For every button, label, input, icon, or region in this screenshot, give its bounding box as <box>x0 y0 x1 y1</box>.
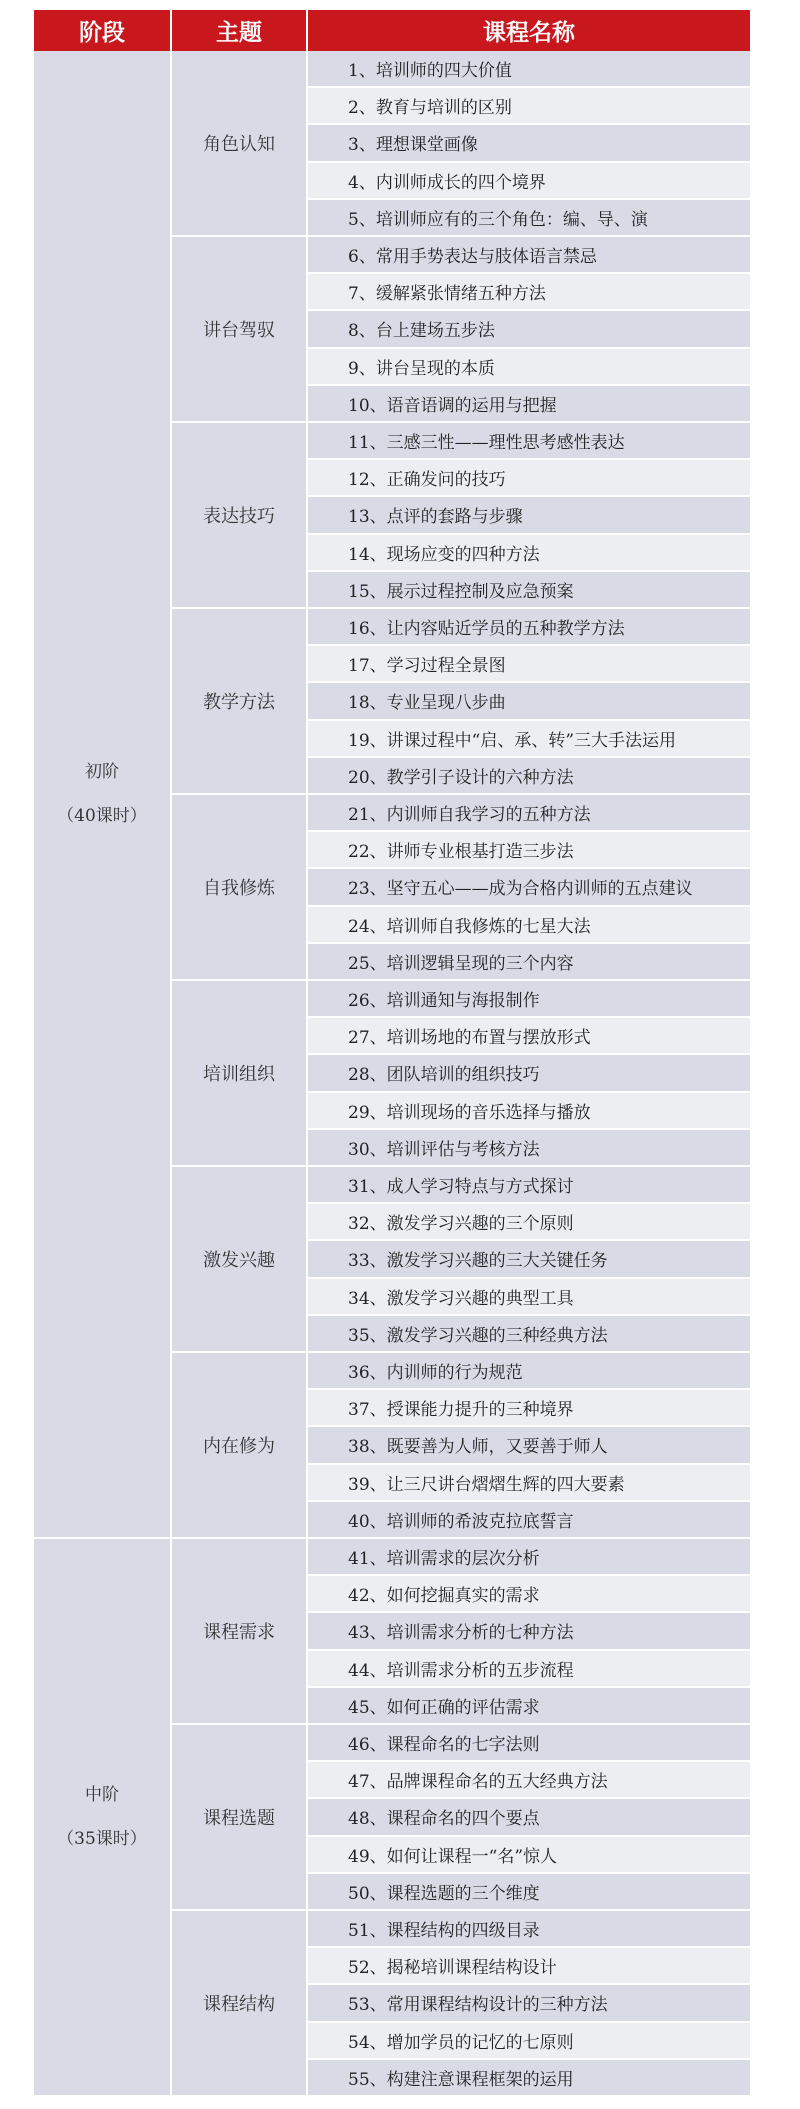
course-row: 21、内训师自我学习的五种方法 <box>308 795 750 832</box>
course-row: 33、激发学习兴趣的三大关键任务 <box>308 1241 750 1278</box>
theme-cell: 角色认知 <box>172 51 306 237</box>
course-row: 10、语音语调的运用与把握 <box>308 386 750 423</box>
header-stage: 阶段 <box>34 10 172 51</box>
course-row: 30、培训评估与考核方法 <box>308 1130 750 1167</box>
course-row: 22、讲师专业根基打造三步法 <box>308 832 750 869</box>
course-row: 31、成人学习特点与方式探讨 <box>308 1167 750 1204</box>
course-row: 5、培训师应有的三个角色：编、导、演 <box>308 200 750 237</box>
stage-name: 初阶 <box>85 761 119 782</box>
header-course: 课程名称 <box>308 10 750 51</box>
curriculum-table <box>34 10 750 2100</box>
course-row: 55、构建注意课程框架的运用 <box>308 2060 750 2097</box>
stage-cell <box>34 51 170 1539</box>
course-row: 44、培训需求分析的五步流程 <box>308 1651 750 1688</box>
course-row: 38、既要善为人师，又要善于师人 <box>308 1427 750 1464</box>
course-row: 43、培训需求分析的七种方法 <box>308 1613 750 1650</box>
course-row: 42、如何挖掘真实的需求 <box>308 1576 750 1613</box>
course-row: 39、让三尺讲台熠熠生辉的四大要素 <box>308 1465 750 1502</box>
theme-cell: 培训组织 <box>172 981 306 1167</box>
course-row: 6、常用手势表达与肢体语言禁忌 <box>308 237 750 274</box>
course-row: 13、点评的套路与步骤 <box>308 497 750 534</box>
course-row: 41、培训需求的层次分析 <box>308 1539 750 1576</box>
course-row: 17、学习过程全景图 <box>308 646 750 683</box>
course-row: 8、台上建场五步法 <box>308 311 750 348</box>
course-row: 40、培训师的希波克拉底誓言 <box>308 1502 750 1539</box>
course-row: 29、培训现场的音乐选择与播放 <box>308 1093 750 1130</box>
theme-cell: 课程结构 <box>172 1911 306 2097</box>
course-row: 37、授课能力提升的三种境界 <box>308 1390 750 1427</box>
theme-cell: 表达技巧 <box>172 423 306 609</box>
stage-cell <box>34 1539 170 2097</box>
course-row: 54、增加学员的记忆的七原则 <box>308 2023 750 2060</box>
course-row: 18、专业呈现八步曲 <box>308 683 750 720</box>
course-row: 19、讲课过程中“启、承、转”三大手法运用 <box>308 721 750 758</box>
theme-cell: 讲台驾驭 <box>172 237 306 423</box>
course-row: 51、课程结构的四级目录 <box>308 1911 750 1948</box>
course-row: 26、培训通知与海报制作 <box>308 981 750 1018</box>
course-row: 32、激发学习兴趣的三个原则 <box>308 1204 750 1241</box>
theme-cell: 自我修炼 <box>172 795 306 981</box>
theme-cell: 课程需求 <box>172 1539 306 1725</box>
course-row: 1、培训师的四大价值 <box>308 51 750 88</box>
course-row: 3、理想课堂画像 <box>308 125 750 162</box>
stage-name: 中阶 <box>85 1784 119 1805</box>
course-row: 53、常用课程结构设计的三种方法 <box>308 1985 750 2022</box>
course-row: 48、课程命名的四个要点 <box>308 1799 750 1836</box>
course-row: 23、坚守五心——成为合格内训师的五点建议 <box>308 869 750 906</box>
course-row: 49、如何让课程一“名”惊人 <box>308 1837 750 1874</box>
course-row: 2、教育与培训的区别 <box>308 88 750 125</box>
course-row: 45、如何正确的评估需求 <box>308 1688 750 1725</box>
course-row: 28、团队培训的组织技巧 <box>308 1055 750 1092</box>
theme-cell: 课程选题 <box>172 1725 306 1911</box>
course-row: 14、现场应变的四种方法 <box>308 535 750 572</box>
course-row: 7、缓解紧张情绪五种方法 <box>308 274 750 311</box>
course-row: 52、揭秘培训课程结构设计 <box>308 1948 750 1985</box>
course-row: 25、培训逻辑呈现的三个内容 <box>308 944 750 981</box>
stage-hours: （35课时） <box>57 1829 147 1849</box>
theme-cell: 教学方法 <box>172 609 306 795</box>
course-row: 12、正确发问的技巧 <box>308 460 750 497</box>
course-row: 35、激发学习兴趣的三种经典方法 <box>308 1316 750 1353</box>
course-row: 11、三感三性——理性思考感性表达 <box>308 423 750 460</box>
course-row: 36、内训师的行为规范 <box>308 1353 750 1390</box>
theme-cell: 激发兴趣 <box>172 1167 306 1353</box>
course-row: 20、教学引子设计的六种方法 <box>308 758 750 795</box>
course-row: 15、展示过程控制及应急预案 <box>308 572 750 609</box>
course-row: 34、激发学习兴趣的典型工具 <box>308 1279 750 1316</box>
header-theme: 主题 <box>172 10 308 51</box>
theme-cell: 内在修为 <box>172 1353 306 1539</box>
course-row: 47、品牌课程命名的五大经典方法 <box>308 1762 750 1799</box>
course-row: 27、培训场地的布置与摆放形式 <box>308 1018 750 1055</box>
course-row: 9、讲台呈现的本质 <box>308 349 750 386</box>
course-row: 16、让内容贴近学员的五种教学方法 <box>308 609 750 646</box>
course-row: 46、课程命名的七字法则 <box>308 1725 750 1762</box>
course-row: 24、培训师自我修炼的七星大法 <box>308 907 750 944</box>
stage-hours: （40课时） <box>57 806 147 826</box>
course-row: 50、课程选题的三个维度 <box>308 1874 750 1911</box>
course-row: 4、内训师成长的四个境界 <box>308 163 750 200</box>
